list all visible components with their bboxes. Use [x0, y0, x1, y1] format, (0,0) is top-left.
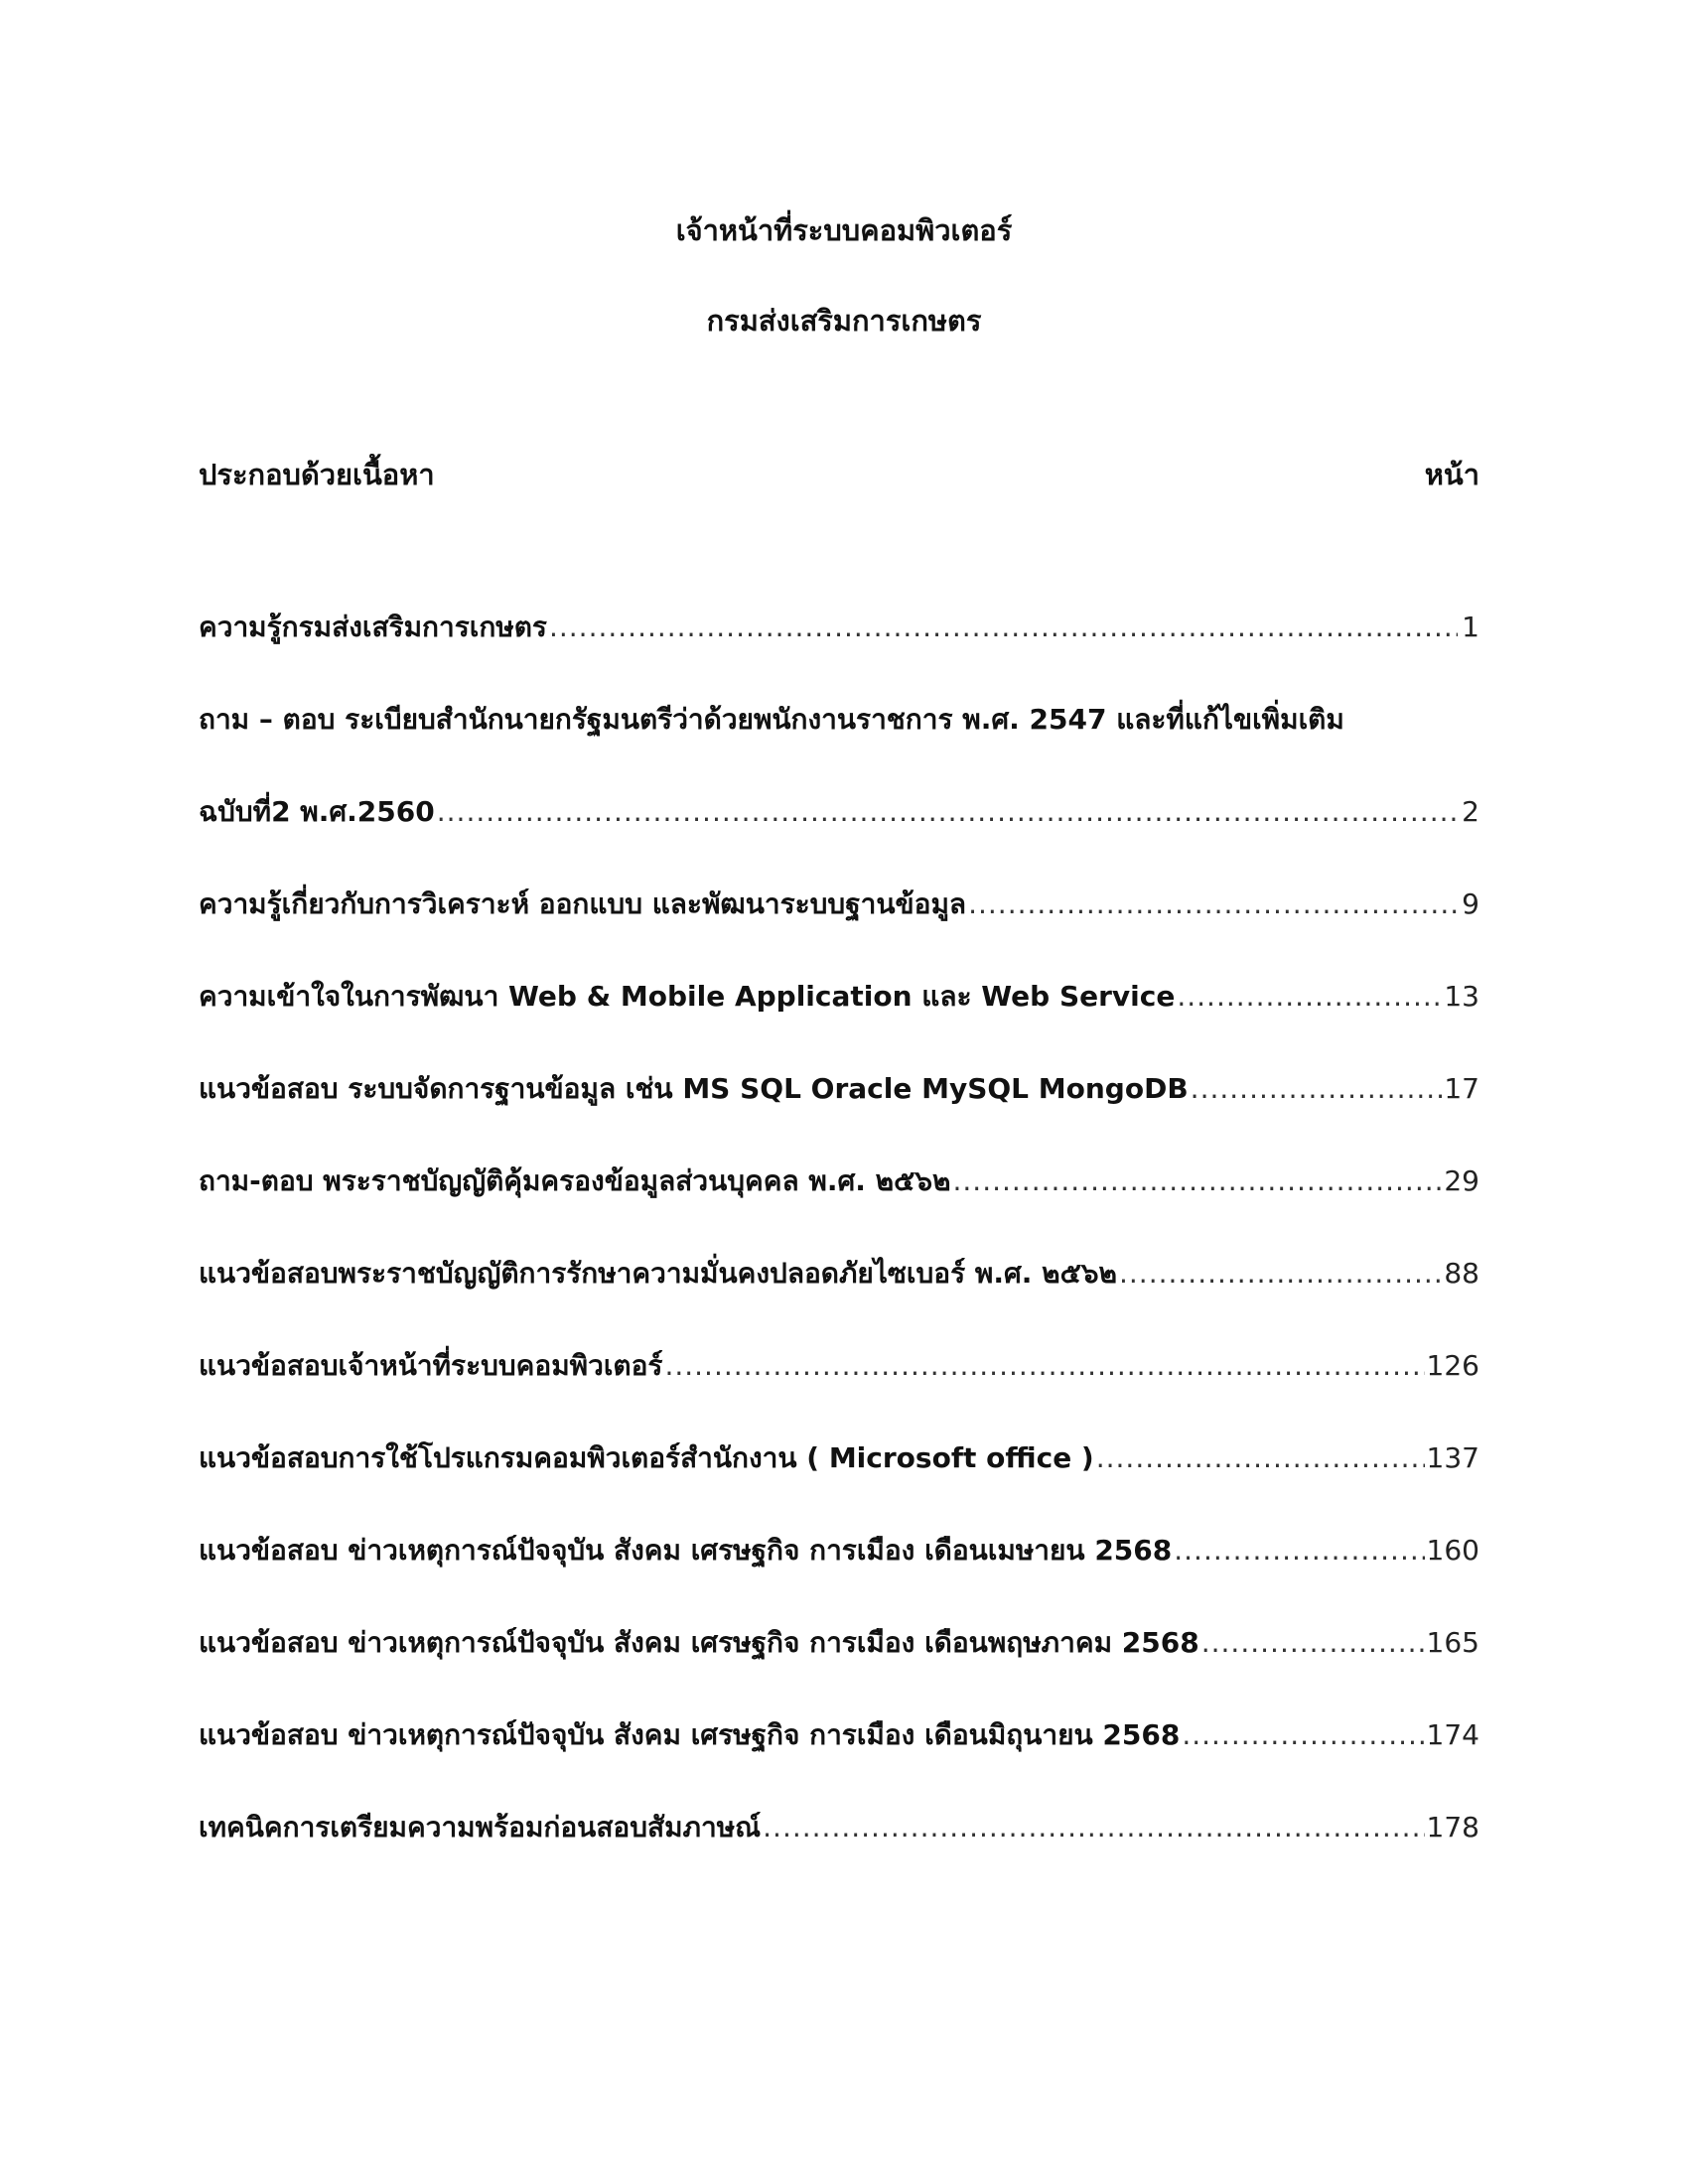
toc-entry-page: 126 — [1426, 1349, 1479, 1382]
toc-entry[interactable] — [199, 1621, 1479, 1665]
toc-entry[interactable] — [199, 883, 1479, 926]
toc-entry-page: 165 — [1426, 1626, 1479, 1659]
toc-entry-page: 9 — [1462, 887, 1479, 920]
toc-entry[interactable] — [199, 1806, 1479, 1849]
toc-entry-title: ความรู้กรมส่งเสริมการเกษตร — [199, 611, 547, 643]
toc-entry-page: 137 — [1426, 1441, 1479, 1474]
toc-entry-page: 13 — [1444, 980, 1479, 1013]
toc-entry[interactable] — [199, 790, 1479, 834]
toc-entry-title: ถาม-ตอบ พระราชบัญญัติคุ้มครองข้อมูลส่วนบุคคล พ.ศ. ๒๕๖๒ — [199, 1164, 951, 1197]
toc-dot-leader — [549, 606, 1458, 649]
toc-dot-leader — [1182, 1713, 1424, 1757]
toc-entry[interactable] — [199, 975, 1479, 1019]
toc-entry-page: 1 — [1462, 611, 1479, 643]
toc-entry-title: แนวข้อสอบ ข่าวเหตุการณ์ปัจจุบัน สังคม เศรษฐกิจ การเมือง เดือนมิถุนายน 2568 — [199, 1718, 1181, 1751]
toc-entry-page: 178 — [1426, 1811, 1479, 1843]
toc-dot-leader — [1191, 1067, 1443, 1111]
toc-dot-leader — [1201, 1621, 1425, 1665]
toc-entry-title: ความรู้เกี่ยวกับการวิเคราะห์ ออกแบบ และพัฒนาระบบฐานข้อมูล — [199, 887, 967, 920]
toc-entry-page: 160 — [1426, 1534, 1479, 1567]
toc-entry-title: แนวข้อสอบ ระบบจัดการฐานข้อมูล เช่น MS SQL Oracle MySQL MongoDB — [199, 1072, 1189, 1105]
table-of-contents — [199, 606, 1479, 1898]
toc-entry-page: 174 — [1426, 1718, 1479, 1751]
toc-entry-title: แนวข้อสอบเจ้าหน้าที่ระบบคอมพิวเตอร์ — [199, 1349, 663, 1382]
toc-entry[interactable] — [199, 1344, 1479, 1388]
toc-dot-leader — [763, 1806, 1424, 1849]
toc-entry[interactable] — [199, 606, 1479, 649]
toc-dot-leader — [437, 790, 1458, 834]
document-subtitle: กรมส่งเสริมการเกษตร — [706, 304, 982, 338]
toc-entry-title: ความเข้าใจในการพัฒนา Web & Mobile Application และ Web Service — [199, 980, 1176, 1013]
toc-entry-page: 29 — [1444, 1164, 1479, 1197]
document-title: เจ้าหน้าที่ระบบคอมพิวเตอร์ — [675, 213, 1013, 247]
toc-entry-title: ถาม – ตอบ ระเบียบสำนักนายกรัฐมนตรีว่าด้วยพนักงานราชการ พ.ศ. 2547 และที่แก้ไขเพิ่มเติม — [199, 703, 1344, 736]
toc-dot-leader — [953, 1160, 1443, 1203]
toc-header — [199, 453, 1479, 496]
toc-entry-title: แนวข้อสอบ ข่าวเหตุการณ์ปัจจุบัน สังคม เศรษฐกิจ การเมือง เดือนพฤษภาคม 2568 — [199, 1626, 1199, 1659]
toc-entry[interactable] — [199, 1067, 1479, 1111]
toc-entry-title: แนวข้อสอบพระราชบัญญัติการรักษาความมั่นคงปลอดภัยไซเบอร์ พ.ศ. ๒๕๖๒ — [199, 1257, 1117, 1290]
toc-entry-page: 17 — [1444, 1072, 1479, 1105]
toc-dot-leader — [968, 883, 1458, 926]
toc-entry-title: เทคนิคการเตรียมความพร้อมก่อนสอบสัมภาษณ์ — [199, 1811, 762, 1843]
toc-entry[interactable] — [199, 1160, 1479, 1203]
contents-heading: ประกอบด้วยเนื้อหา — [199, 458, 435, 491]
toc-entry-title: แนวข้อสอบ ข่าวเหตุการณ์ปัจจุบัน สังคม เศรษฐกิจ การเมือง เดือนเมษายน 2568 — [199, 1534, 1173, 1567]
toc-dot-leader — [1177, 975, 1442, 1019]
toc-entry-title: แนวข้อสอบการใช้โปรแกรมคอมพิวเตอร์สำนักงาน ( Microsoft office ) — [199, 1441, 1094, 1474]
toc-dot-leader — [1174, 1529, 1424, 1572]
toc-entry-page: 88 — [1444, 1257, 1479, 1290]
page-heading: หน้า — [1424, 458, 1479, 491]
toc-entry[interactable] — [199, 1713, 1479, 1757]
toc-dot-leader — [1119, 1252, 1442, 1296]
toc-dot-leader — [664, 1344, 1424, 1388]
toc-entry[interactable] — [199, 1436, 1479, 1480]
toc-entry-page: 2 — [1462, 795, 1479, 828]
toc-dot-leader — [1096, 1436, 1425, 1480]
toc-entry — [199, 698, 1479, 742]
toc-entry[interactable] — [199, 1529, 1479, 1572]
toc-entry-title: ฉบับที่2 พ.ศ.2560 — [199, 795, 435, 828]
toc-entry[interactable] — [199, 1252, 1479, 1296]
